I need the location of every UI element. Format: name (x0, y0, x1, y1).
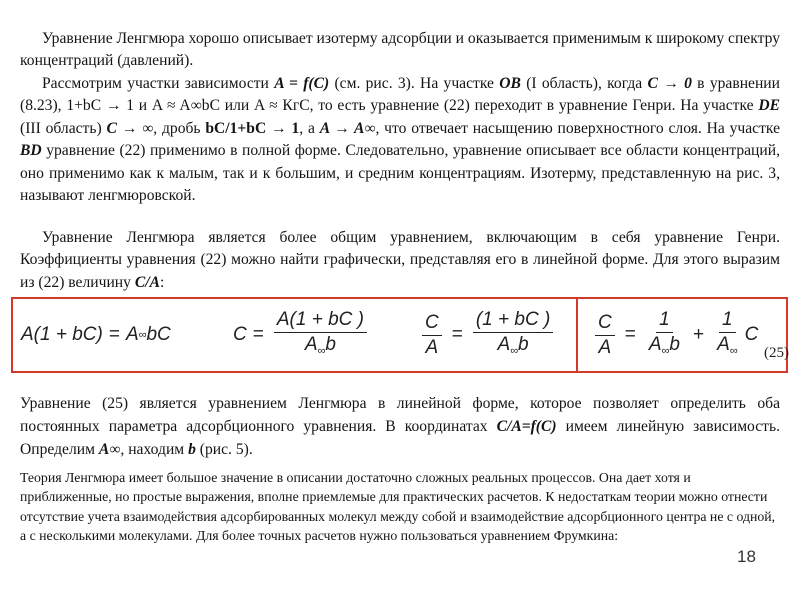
fraction-denominator (495, 333, 532, 362)
formula-term: A (717, 333, 730, 355)
formula-subscript: ∞ (138, 329, 147, 341)
formula-fraction (646, 309, 683, 362)
formula-term: C (233, 324, 247, 345)
paragraph-theory-notes: Теория Ленгмюра имеет большое значение в описании достаточно сложных реальных процессов. Она дает хотя и приближенные, но простые выражения, вполне приемлемые для практических расчетов. К недостаткам теории можно отнести отсутствие учета взаимодействия адсорбированных молекул между собой и взаимодействие адсорбционного центра не с одной, а с несколькими молекулами. Для более точных расчетов нужно пользоваться уравнением Фрумкина: (20, 470, 776, 544)
emphasis-text: A = f(C) (274, 75, 330, 92)
formula-divider (576, 299, 578, 371)
emphasis-text: bC/1+bC → 1 (205, 119, 300, 137)
formula-subscript: ∞ (510, 344, 519, 357)
paragraph-intro: Уравнение Ленгмюра хорошо описывает изотерму адсорбции и оказывается применимым к широкому спектру концентраций (давлений). (20, 30, 780, 70)
formula-term: A (304, 333, 318, 355)
formula-box (11, 297, 788, 373)
text-run: , находим (120, 441, 189, 458)
text-run: , дробь (153, 119, 206, 137)
text-run: (рис. 5). (195, 441, 253, 458)
formula-c-over-a (418, 299, 557, 371)
formula-subscript: ∞ (317, 344, 326, 357)
fraction-numerator: A(1 + bC ) (274, 309, 367, 333)
emphasis-text: C/A (134, 273, 160, 291)
fraction-numerator: C (595, 312, 615, 336)
emphasis-text: C → 0 (647, 75, 692, 92)
emphasis-text: DE (758, 97, 780, 115)
emphasis-text: BD (20, 142, 42, 160)
paragraph-regions (20, 73, 780, 207)
text-run: Уравнение Ленгмюра является более общим уравнением, включающим в себя уравнение Генри. Коэффициенты уравнения (22) можно найти графически, представляя его в линейной форме. Для этого выразим из (22) величину (20, 229, 780, 291)
formula-operator: + (692, 324, 705, 345)
formula-term: C (744, 324, 759, 345)
text-run: в уравнении (8.23), 1+bC → 1 и A ≈ A∞bC или A ≈ КгC, то есть уравнение (22) переходит в уравнение Генри. На участке (20, 75, 780, 115)
fraction-numerator: (1 + bC ) (473, 309, 553, 333)
text-run: : (159, 273, 165, 291)
equation-number: (25) (764, 345, 789, 361)
formula-operator: = (252, 324, 264, 345)
fraction-denominator: A (425, 336, 439, 358)
formula-operator: = (108, 324, 120, 345)
formula-linear-langmuir (591, 299, 758, 371)
text-run: уравнение (22) применимо в полной форме. Следовательно, уравнение описывает все области концентраций, оно применимо как к малым, так и к большим, и средним концентрациям. Изотерму, представленную на рис. 3, называют ленгмюровской. (20, 142, 780, 205)
formula-c-expression (233, 299, 371, 371)
fraction-denominator (302, 333, 339, 362)
emphasis-text: C/A=f(C) (496, 418, 557, 435)
emphasis-text: b (188, 441, 196, 458)
formula-term: A (648, 333, 662, 355)
formula-term: b (669, 333, 680, 355)
formula-fraction (473, 309, 553, 362)
emphasis-text: A∞ (98, 441, 121, 458)
text-run: , а (299, 119, 320, 137)
fraction-denominator (714, 333, 741, 362)
formula-term: b (325, 333, 336, 355)
text-run: (см. рис. 3). На участке (329, 75, 500, 92)
fraction-numerator: 1 (719, 309, 736, 333)
formula-fraction (595, 312, 615, 359)
text-run: Уравнение (25) является уравнением Ленгмюра в линейной форме, которое позволяет определить оба постоянных параметра адсорбционного уравнения. В координатах (20, 395, 780, 435)
formula-operator: = (451, 324, 463, 345)
formula-subscript: ∞ (661, 344, 670, 357)
formula-term: b (518, 333, 529, 355)
text-run: имеем линейную зависимость. Определим (20, 418, 780, 458)
paragraph-linear-form (20, 227, 780, 294)
page-number: 18 (737, 547, 756, 566)
formula-term: bC (146, 324, 171, 345)
formula-term: A (125, 324, 139, 345)
fraction-denominator: A (598, 336, 612, 358)
formula-term: A (497, 333, 511, 355)
text-run: (I область), когда (520, 75, 648, 92)
formula-operator: = (624, 324, 636, 345)
paragraph-linear-explanation (20, 392, 780, 461)
text-run: Рассмотрим участки зависимости (42, 75, 275, 92)
formula-term: A(1 + bC) (21, 324, 103, 345)
emphasis-text: A → A∞ (319, 119, 376, 137)
emphasis-text: C → ∞ (106, 119, 154, 137)
formula-subscript: ∞ (729, 344, 738, 357)
formula-fraction (274, 309, 367, 362)
fraction-numerator: C (422, 312, 442, 336)
formula-fraction (714, 309, 741, 362)
fraction-denominator (646, 333, 683, 362)
formula-fraction (422, 312, 442, 359)
text-run: , что отвечает насыщению поверхностного слоя. На участке (375, 119, 780, 137)
formula-langmuir-product (21, 299, 171, 371)
emphasis-text: OB (499, 75, 521, 92)
text-run: (III область) (20, 119, 107, 137)
fraction-numerator: 1 (656, 309, 673, 333)
